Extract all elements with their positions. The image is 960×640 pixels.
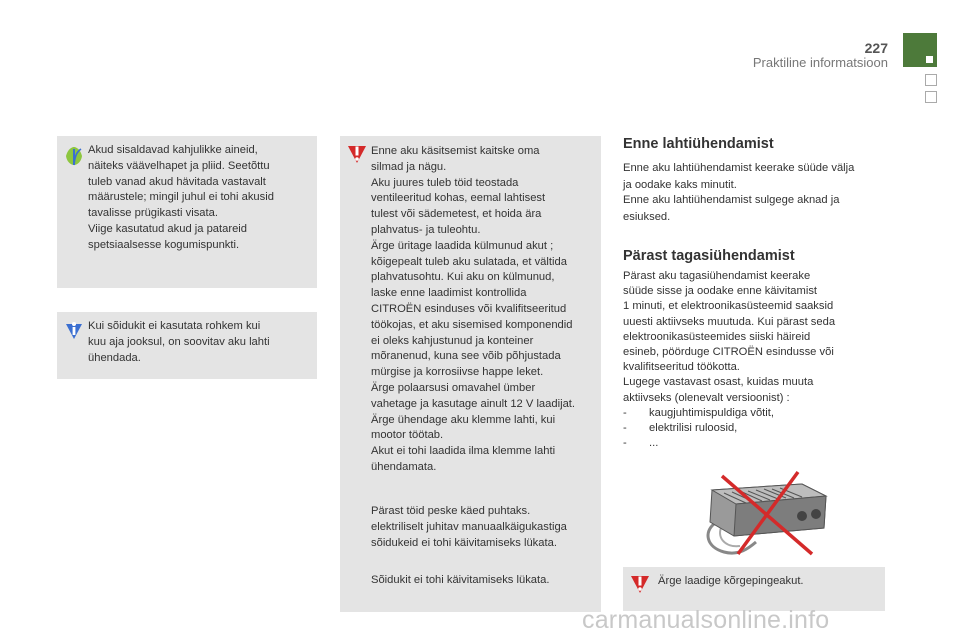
info-note-box	[57, 312, 317, 379]
eco-note-text: Akud sisaldavad kahjulikke aineid, näiteks väävelhapet ja pliid. Seetõttu tuleb vanad akud hävitada vastavalt määrustele; mingil juhul ei tohi akusid tavalisse prügikasti visata. Viige kasutatud akud ja patareid spetsiaalsesse kogumispunkti.	[88, 144, 274, 251]
chapter-tab[interactable]	[925, 91, 937, 103]
disconnect-text-1: Enne aku lahtiühendamist keerake süüde välja ja oodake kaks minutit.	[623, 162, 855, 191]
list-item: - kaugjuhtimispuldiga võtit,	[623, 406, 774, 419]
info-icon	[65, 320, 83, 340]
warning-paragraph-1: Enne aku käsitsemist kaitske oma silmad ja nägu. Aku juures tuleb töid teostada ventileeritud kohas, eemal lahtisest tulest või sädemetest, et hoida ära plahvatus- ja tuleohtu. Ärge üritage laadida külmunud akut ; kõigepealt tuleb aku sulatada, et vältida plahvatusohtu. Kui aku on külmunud, laske enne laadimist kontrollida CITROËN esinduses või kvalifitseeritud töökojas, et aku sisemised komponendid ei oleks kahjustunud ja konteiner mõranenud, kuna see võib põhjustada mürgise ja korrosiivse happe leket. Ärge polaarsusi omavahel ümber vahetage ja kasutage ainult 12 V laadijat. Ärge ühendage aku klemme lahti, kui mootor töötab. Akut ei tohi laadida ilma klemme lahti ühendamata.	[371, 145, 576, 473]
charger-warning-text: Ärge laadige kõrgepingeakut.	[658, 575, 804, 587]
watermark: carmanualsonline.info	[582, 606, 830, 634]
list-item: - ...	[623, 437, 659, 450]
list-item: - elektrilisi ruloosid,	[623, 422, 738, 435]
warning-box	[340, 136, 601, 612]
warning-icon	[630, 574, 650, 596]
page-number: 227	[864, 40, 888, 56]
eco-note-box	[57, 136, 317, 288]
reconnect-text: Pärast aku tagasiühendamist keerake süüde sisse ja oodake enne käivitamist 1 minuti, et elektroonikasüsteemid saaksid uuesti aktiivseks muutuda. Kui pärast seda elektroonikasüsteemides siiski häireid esineb, pöörduge CITROËN esindusse või kvalifitseeritud töökotta. Lugege vastavast osast, kuidas muuta aktiivseks (olenevalt versioonist) : - kaugjuhtimispuldiga võtit, - elektrilisi ruloosid, - ...	[623, 269, 893, 451]
charger-warning-box	[623, 567, 885, 611]
battery-charger-crossed-icon	[694, 462, 834, 562]
info-note-text: Kui sõidukit ei kasutata rohkem kui kuu aja jooksul, on soovitav aku lahti ühendada.	[88, 320, 270, 364]
reconnect-title: Pärast tagasiühendamist	[623, 248, 795, 264]
section-title: Praktiline informatsioon	[752, 55, 888, 70]
chapter-tab-active[interactable]	[903, 33, 937, 67]
warning-paragraph-3: Sõidukit ei tohi käivitamiseks lükata.	[371, 574, 550, 586]
disconnect-title: Enne lahtiühendamist	[623, 136, 774, 152]
warning-icon	[347, 144, 367, 166]
warning-paragraph-2: Pärast töid peske käed puhtaks. elektriliselt juhitav manuaalkäigukastiga sõidukeid ei tohi käivitamiseks lükata.	[371, 505, 567, 549]
chapter-tab[interactable]	[925, 74, 937, 86]
leaf-icon	[65, 146, 83, 168]
disconnect-text-2: Enne aku lahtiühendamist sulgege aknad ja esiuksed.	[623, 194, 840, 223]
